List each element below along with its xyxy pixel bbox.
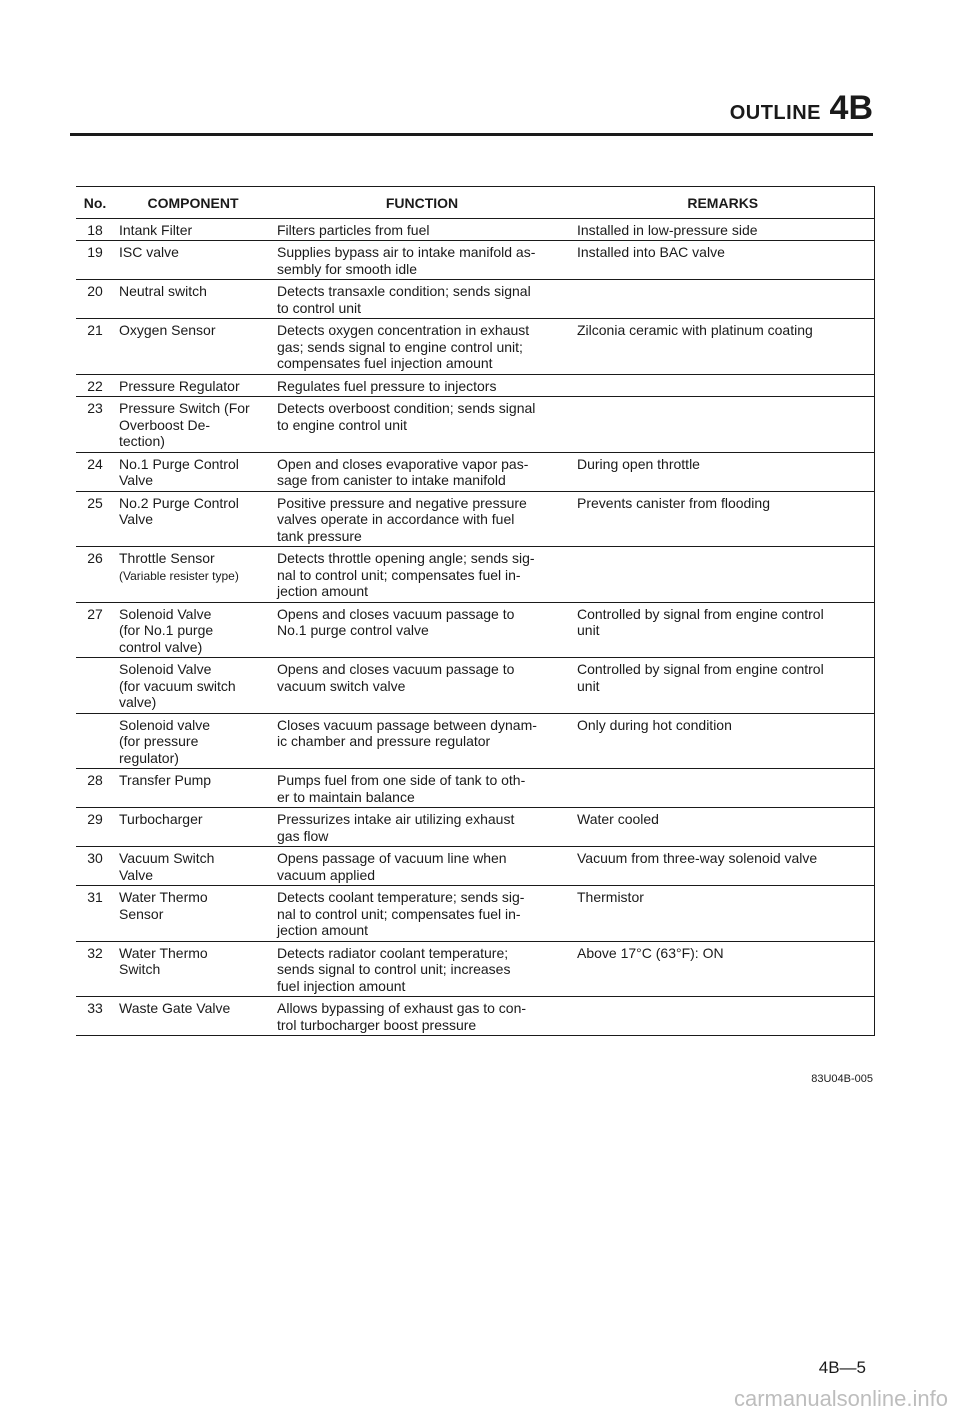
cell-remarks-text: Vacuum from three-way solenoid valve <box>577 850 818 866</box>
cell-remarks <box>572 397 874 453</box>
section-title: OUTLINE <box>729 102 821 124</box>
cell-component-text: Oxygen Sensor <box>119 322 216 338</box>
cell-no <box>76 997 114 1036</box>
table-header-row <box>76 187 874 219</box>
cell-function-text: Closes vacuum passage between dynam- ic chamber and pressure regulator <box>277 716 537 749</box>
page-header <box>70 88 873 136</box>
table-row <box>76 218 874 241</box>
column-header-component: COMPONENT <box>114 187 272 219</box>
cell-component <box>114 397 272 453</box>
cell-function-text: Allows bypassing of exhaust gas to con- trol turbocharger boost pressure <box>277 1000 527 1033</box>
table-row <box>76 491 874 547</box>
header-rule <box>70 133 873 136</box>
cell-remarks-text: Controlled by signal from engine control unit <box>577 661 824 694</box>
cell-component <box>114 319 272 375</box>
cell-function <box>272 658 572 714</box>
cell-no <box>76 808 114 847</box>
cell-no <box>76 769 114 808</box>
table-row <box>76 658 874 714</box>
cell-remarks <box>572 941 874 997</box>
cell-function-text: Detects radiator coolant temperature; sends signal to control unit; increases fuel injection amount <box>277 944 511 994</box>
cell-remarks-text: Installed in low-pressure side <box>577 221 758 238</box>
cell-function-text: Pressurizes intake air utilizing exhaust gas flow <box>277 811 515 844</box>
cell-no <box>76 280 114 319</box>
cell-function <box>272 886 572 942</box>
cell-function <box>272 319 572 375</box>
cell-component <box>114 886 272 942</box>
cell-no <box>76 319 114 375</box>
cell-no-text: 26 <box>87 550 103 566</box>
cell-function-text: Regulates fuel pressure to injectors <box>277 377 497 394</box>
cell-function <box>272 397 572 453</box>
column-header-remarks: REMARKS <box>572 187 874 219</box>
cell-function-text: Filters particles from fuel <box>277 221 430 238</box>
cell-component <box>114 547 272 603</box>
cell-remarks <box>572 319 874 375</box>
cell-no <box>76 658 114 714</box>
cell-function <box>272 997 572 1036</box>
cell-no-text: 28 <box>87 772 103 788</box>
cell-no-text: 19 <box>87 244 103 260</box>
cell-no <box>76 713 114 769</box>
cell-function-text: Opens passage of vacuum line when vacuum applied <box>277 850 507 883</box>
table-row <box>76 941 874 997</box>
cell-remarks <box>572 658 874 714</box>
cell-component-text: Water Thermo Switch <box>119 944 208 977</box>
page-number: 4B—5 <box>818 1358 866 1377</box>
cell-function-text: Detects coolant temperature; sends sig- nal to control unit; compensates fuel in- jection amount <box>277 889 525 938</box>
table-row <box>76 808 874 847</box>
watermark-text: carmanualsonline.info <box>733 1386 948 1411</box>
cell-remarks <box>572 218 874 241</box>
table-row <box>76 280 874 319</box>
cell-remarks <box>572 602 874 658</box>
cell-remarks-text: Thermistor <box>577 889 644 905</box>
cell-function-text: Detects overboost condition; sends signal to engine control unit <box>277 400 536 433</box>
table-row <box>76 547 874 603</box>
cell-function <box>272 941 572 997</box>
cell-component <box>114 374 272 397</box>
cell-no-text: 30 <box>87 850 103 866</box>
cell-remarks-text: During open throttle <box>577 455 700 472</box>
cell-component <box>114 280 272 319</box>
cell-no <box>76 602 114 658</box>
cell-no-text: 18 <box>87 221 103 238</box>
cell-remarks <box>572 452 874 491</box>
cell-function <box>272 218 572 241</box>
cell-no-text: 32 <box>87 944 103 961</box>
table-row <box>76 847 874 886</box>
cell-no-text: 22 <box>87 377 103 394</box>
table-row <box>76 769 874 808</box>
cell-component <box>114 769 272 808</box>
cell-no <box>76 452 114 491</box>
cell-function <box>272 602 572 658</box>
cell-no-text: 29 <box>87 811 103 827</box>
cell-component-text: Pressure Switch (For Overboost De- tection) <box>119 400 250 449</box>
table-row <box>76 397 874 453</box>
cell-function <box>272 452 572 491</box>
column-header-no: No. <box>76 187 114 219</box>
cell-function <box>272 847 572 886</box>
cell-no <box>76 491 114 547</box>
cell-no <box>76 886 114 942</box>
cell-remarks <box>572 241 874 280</box>
cell-component-text: Solenoid Valve (for vacuum switch valve) <box>119 661 236 710</box>
cell-component-text: Solenoid valve (for pressure regulator) <box>119 716 211 766</box>
cell-component <box>114 941 272 997</box>
cell-function-text: Detects throttle opening angle; sends sig- nal to control unit; compensates fuel in- jection amount <box>277 550 535 599</box>
cell-function <box>272 808 572 847</box>
table-row <box>76 241 874 280</box>
cell-remarks-text: Controlled by signal from engine control unit <box>577 605 824 638</box>
cell-component-text: Turbocharger <box>119 811 203 827</box>
table-row <box>76 452 874 491</box>
chapter-number: 4B <box>829 89 873 127</box>
cell-no-text: 27 <box>87 605 103 622</box>
cell-component <box>114 997 272 1036</box>
component-note: (Variable resister type) <box>119 568 239 583</box>
cell-function-text: Supplies bypass air to intake manifold as- sembly for smooth idle <box>277 244 536 277</box>
cell-component <box>114 491 272 547</box>
cell-remarks <box>572 769 874 808</box>
component-table <box>76 186 875 1036</box>
cell-function <box>272 769 572 808</box>
cell-component-text: No.1 Purge Control Valve <box>119 455 239 488</box>
figure-code: 83U04B-005 <box>811 1073 873 1085</box>
cell-function-text: Opens and closes vacuum passage to vacuum switch valve <box>277 661 515 694</box>
cell-function <box>272 491 572 547</box>
cell-component <box>114 847 272 886</box>
cell-component <box>114 218 272 241</box>
cell-function <box>272 241 572 280</box>
cell-component-text: Water Thermo Sensor <box>119 889 208 922</box>
table-body <box>76 218 874 1036</box>
cell-component-text: Intank Filter <box>119 221 193 238</box>
cell-remarks-text: Prevents canister from flooding <box>577 494 770 511</box>
cell-function <box>272 713 572 769</box>
cell-remarks <box>572 713 874 769</box>
cell-no-text: 23 <box>87 400 103 416</box>
cell-no-text: 24 <box>87 455 103 472</box>
cell-no <box>76 397 114 453</box>
column-header-function: FUNCTION <box>272 187 572 219</box>
cell-remarks <box>572 886 874 942</box>
cell-no <box>76 547 114 603</box>
cell-no <box>76 941 114 997</box>
table-row <box>76 886 874 942</box>
cell-no <box>76 241 114 280</box>
table-row <box>76 713 874 769</box>
cell-function <box>272 374 572 397</box>
cell-no <box>76 218 114 241</box>
cell-component-text: ISC valve <box>119 244 179 260</box>
cell-no-text: 33 <box>87 1000 103 1016</box>
cell-component-text: Waste Gate Valve <box>119 1000 231 1016</box>
cell-component <box>114 658 272 714</box>
cell-remarks <box>572 547 874 603</box>
cell-no-text: 25 <box>87 494 103 511</box>
cell-component-text: Neutral switch <box>119 283 207 299</box>
cell-function-text: Detects oxygen concentration in exhaust gas; sends signal to engine control unit; compensates fuel injection amount <box>277 322 530 371</box>
table-row <box>76 602 874 658</box>
cell-no-text: 31 <box>87 889 103 905</box>
cell-component <box>114 713 272 769</box>
cell-component-text: Transfer Pump <box>119 772 212 788</box>
cell-remarks <box>572 997 874 1036</box>
cell-component-text: Pressure Regulator <box>119 377 240 394</box>
cell-remarks-text: Zilconia ceramic with platinum coating <box>577 322 813 338</box>
cell-remarks <box>572 280 874 319</box>
cell-remarks <box>572 808 874 847</box>
cell-remarks-text: Above 17°C (63°F): ON <box>577 944 724 961</box>
cell-function-text: Pumps fuel from one side of tank to oth- er to maintain balance <box>277 772 526 805</box>
cell-no <box>76 374 114 397</box>
cell-component-text: Throttle Sensor <box>119 550 215 566</box>
cell-no-text: 20 <box>87 283 103 299</box>
cell-no <box>76 847 114 886</box>
cell-function <box>272 280 572 319</box>
cell-remarks-text: Water cooled <box>577 811 659 827</box>
cell-component-text: No.2 Purge Control Valve <box>119 494 239 527</box>
cell-remarks-text: Installed into BAC valve <box>577 244 725 260</box>
cell-component <box>114 602 272 658</box>
cell-remarks-text: Only during hot condition <box>577 716 732 733</box>
cell-remarks <box>572 491 874 547</box>
cell-function-text: Open and closes evaporative vapor pas- sage from canister to intake manifold <box>277 455 529 488</box>
cell-component-text: Solenoid Valve (for No.1 purge control valve) <box>119 605 214 655</box>
table-row <box>76 319 874 375</box>
cell-function-text: Opens and closes vacuum passage to No.1 purge control valve <box>277 605 515 638</box>
cell-remarks <box>572 374 874 397</box>
table-row <box>76 997 874 1036</box>
cell-function-text: Detects transaxle condition; sends signal to control unit <box>277 283 531 316</box>
table-row <box>76 374 874 397</box>
cell-component <box>114 808 272 847</box>
cell-remarks <box>572 847 874 886</box>
cell-function <box>272 547 572 603</box>
cell-function-text: Positive pressure and negative pressure valves operate in accordance with fuel tank pressure <box>277 494 527 544</box>
cell-component-text: Vacuum Switch Valve <box>119 850 215 883</box>
cell-component <box>114 241 272 280</box>
cell-no-text: 21 <box>87 322 103 338</box>
cell-component <box>114 452 272 491</box>
